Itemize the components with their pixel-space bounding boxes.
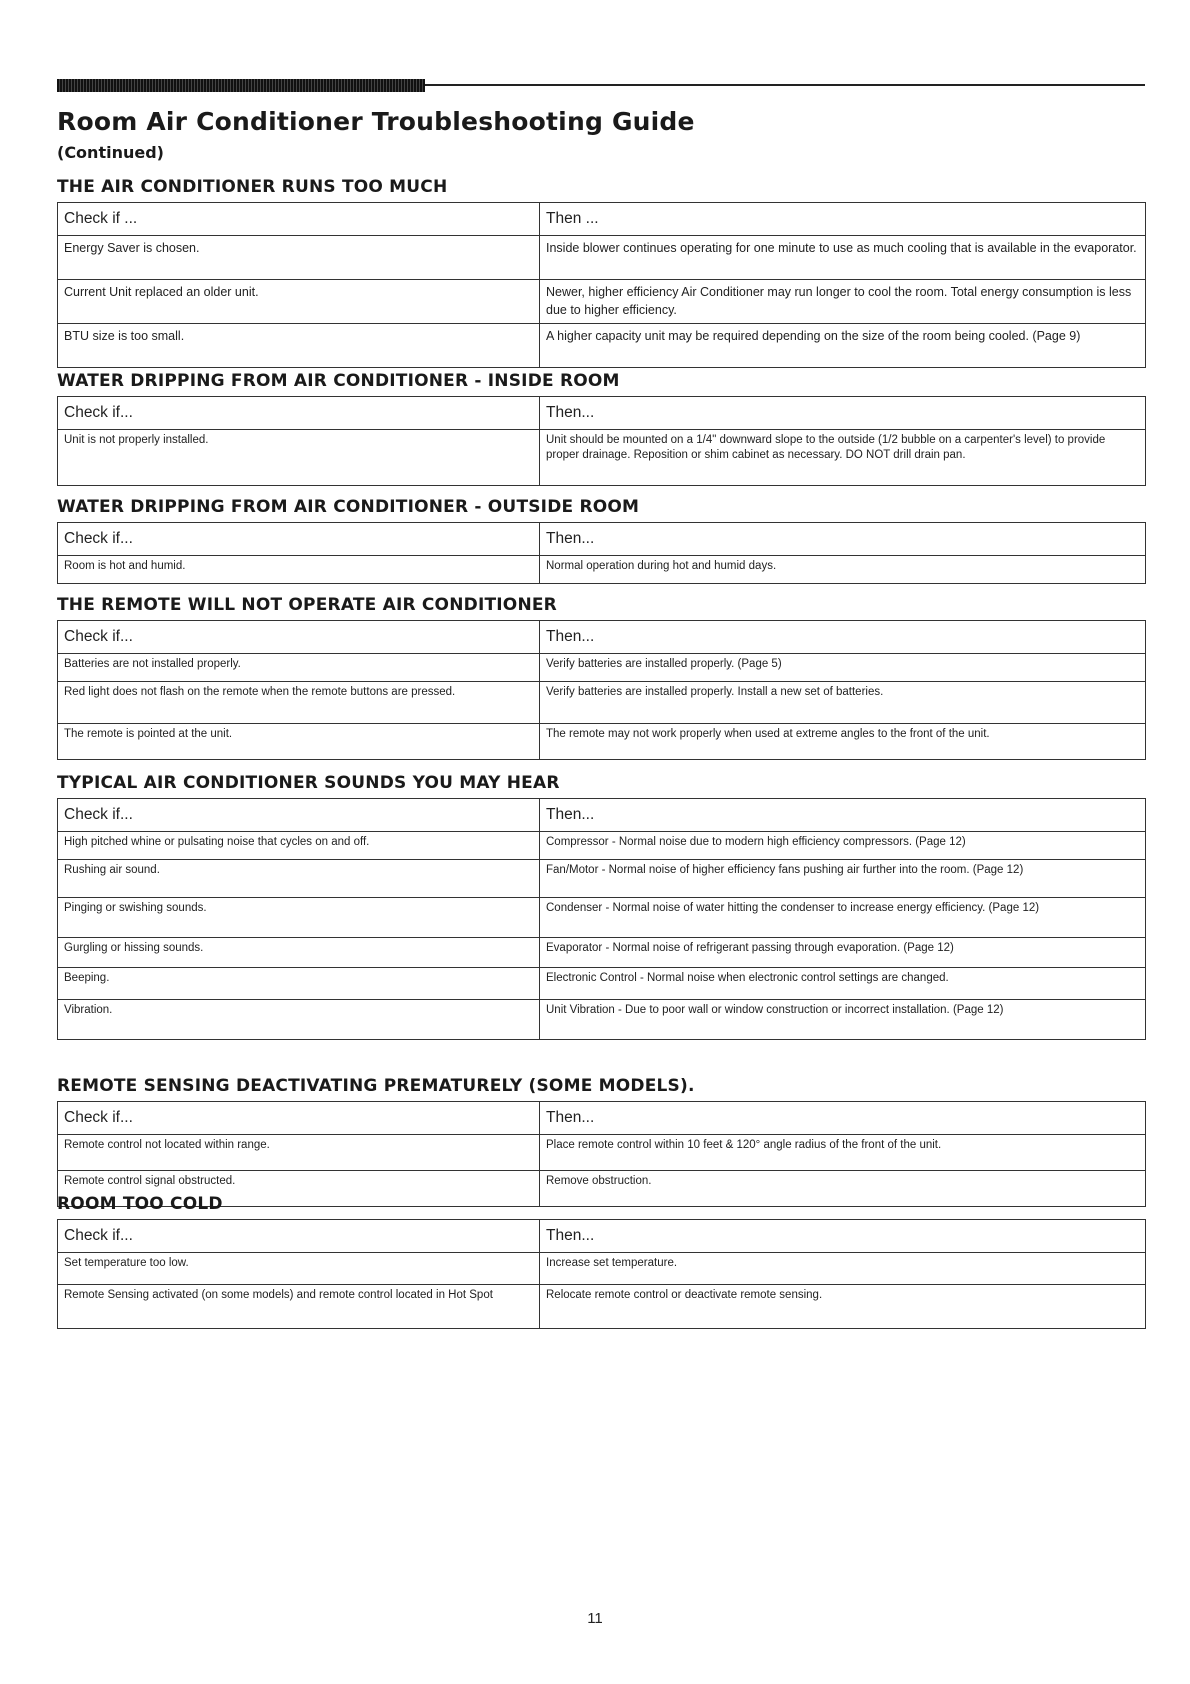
page-title: Room Air Conditioner Troubleshooting Guide xyxy=(57,107,695,136)
column-header-check: Check if ... xyxy=(58,203,540,236)
table-row xyxy=(58,832,1146,860)
column-header-check: Check if... xyxy=(58,1220,540,1253)
column-header-check: Check if... xyxy=(58,621,540,654)
check-cell: Current Unit replaced an older unit. xyxy=(58,280,540,324)
table-header-row xyxy=(58,1220,1146,1253)
header-bar xyxy=(57,79,425,92)
table-header-row xyxy=(58,203,1146,236)
check-cell: Red light does not flash on the remote when the remote buttons are pressed. xyxy=(58,682,540,724)
check-cell: Vibration. xyxy=(58,1000,540,1040)
column-header-then: Then... xyxy=(540,799,1146,832)
table-row xyxy=(58,860,1146,898)
then-cell: Place remote control within 10 feet & 120° angle radius of the front of the unit. xyxy=(540,1135,1146,1171)
troubleshooting-table xyxy=(57,396,1146,486)
then-cell: Newer, higher efficiency Air Conditioner may run longer to cool the room. Total energy consumption is less due to higher efficiency. xyxy=(540,280,1146,324)
section-water-inside xyxy=(57,370,1145,486)
column-header-then: Then... xyxy=(540,1220,1146,1253)
column-header-then: Then... xyxy=(540,397,1146,430)
page-number: 11 xyxy=(587,1610,603,1627)
column-header-then: Then ... xyxy=(540,203,1146,236)
then-cell: The remote may not work properly when used at extreme angles to the front of the unit. xyxy=(540,724,1146,760)
column-header-then: Then... xyxy=(540,1102,1146,1135)
then-cell: Compressor - Normal noise due to modern high efficiency compressors. (Page 12) xyxy=(540,832,1146,860)
check-cell: Energy Saver is chosen. xyxy=(58,236,540,280)
section-heading: TYPICAL AIR CONDITIONER SOUNDS YOU MAY HEAR xyxy=(57,773,560,793)
then-cell: Fan/Motor - Normal noise of higher efficiency fans pushing air further into the room. (Page 12) xyxy=(540,860,1146,898)
column-header-then: Then... xyxy=(540,523,1146,556)
then-cell: Evaporator - Normal noise of refrigerant passing through evaporation. (Page 12) xyxy=(540,938,1146,968)
then-cell: Remove obstruction. xyxy=(540,1171,1146,1207)
section-water-outside xyxy=(57,496,1145,584)
section-heading: THE REMOTE WILL NOT OPERATE AIR CONDITIONER xyxy=(57,595,557,615)
section-heading: ROOM TOO COLD xyxy=(57,1194,223,1214)
check-cell: High pitched whine or pulsating noise that cycles on and off. xyxy=(58,832,540,860)
column-header-check: Check if... xyxy=(58,397,540,430)
section-heading: WATER DRIPPING FROM AIR CONDITIONER - OUTSIDE ROOM xyxy=(57,497,640,517)
then-cell: Relocate remote control or deactivate remote sensing. xyxy=(540,1285,1146,1329)
then-cell: Condenser - Normal noise of water hitting the condenser to increase energy efficiency. (Page 12) xyxy=(540,898,1146,938)
troubleshooting-table xyxy=(57,1101,1146,1207)
column-header-check: Check if... xyxy=(58,523,540,556)
section-heading: REMOTE SENSING DEACTIVATING PREMATURELY (SOME MODELS). xyxy=(57,1076,695,1096)
table-row xyxy=(58,682,1146,724)
table-row xyxy=(58,236,1146,280)
troubleshooting-table xyxy=(57,202,1146,368)
table-row xyxy=(58,1285,1146,1329)
table-row xyxy=(58,324,1146,368)
table-row xyxy=(58,556,1146,584)
then-cell: A higher capacity unit may be required depending on the size of the room being cooled. (Page 9) xyxy=(540,324,1146,368)
troubleshooting-table xyxy=(57,1219,1146,1329)
table-row xyxy=(58,1000,1146,1040)
check-cell: BTU size is too small. xyxy=(58,324,540,368)
table-header-row xyxy=(58,621,1146,654)
table-row xyxy=(58,1253,1146,1285)
section-remote-sensing xyxy=(57,1075,1145,1207)
check-cell: Remote Sensing activated (on some models) and remote control located in Hot Spot xyxy=(58,1285,540,1329)
table-row xyxy=(58,1135,1146,1171)
then-cell: Unit Vibration - Due to poor wall or window construction or incorrect installation. (Page 12) xyxy=(540,1000,1146,1040)
then-cell: Unit should be mounted on a 1/4" downward slope to the outside (1/2 bubble on a carpenter's level) to provide proper drainage. Reposition or shim cabinet as necessary. DO NOT drill drain pan. xyxy=(540,430,1146,486)
table-header-row xyxy=(58,397,1146,430)
check-cell: Remote control not located within range. xyxy=(58,1135,540,1171)
check-cell: Remote control signal obstructed. xyxy=(58,1171,540,1207)
then-cell: Inside blower continues operating for one minute to use as much cooling that is available in the evaporator. xyxy=(540,236,1146,280)
section-heading: WATER DRIPPING FROM AIR CONDITIONER - INSIDE ROOM xyxy=(57,371,620,391)
then-cell: Verify batteries are installed properly. Install a new set of batteries. xyxy=(540,682,1146,724)
section-remote xyxy=(57,594,1145,760)
column-header-check: Check if... xyxy=(58,1102,540,1135)
then-cell: Increase set temperature. xyxy=(540,1253,1146,1285)
check-cell: Set temperature too low. xyxy=(58,1253,540,1285)
check-cell: Unit is not properly installed. xyxy=(58,430,540,486)
table-header-row xyxy=(58,523,1146,556)
table-header-row xyxy=(58,1102,1146,1135)
column-header-check: Check if... xyxy=(58,799,540,832)
table-row xyxy=(58,654,1146,682)
column-header-then: Then... xyxy=(540,621,1146,654)
check-cell: The remote is pointed at the unit. xyxy=(58,724,540,760)
table-row xyxy=(58,968,1146,1000)
section-sounds xyxy=(57,772,1145,1040)
table-row xyxy=(58,280,1146,324)
table-row xyxy=(58,938,1146,968)
table-row xyxy=(58,430,1146,486)
header-rule xyxy=(425,84,1145,86)
check-cell: Room is hot and humid. xyxy=(58,556,540,584)
section-runs-too-much xyxy=(57,176,1145,368)
troubleshooting-table xyxy=(57,522,1146,584)
section-room-too-cold xyxy=(57,1193,1145,1329)
table-row xyxy=(58,898,1146,938)
table-header-row xyxy=(58,799,1146,832)
table-row xyxy=(58,724,1146,760)
check-cell: Pinging or swishing sounds. xyxy=(58,898,540,938)
check-cell: Rushing air sound. xyxy=(58,860,540,898)
then-cell: Verify batteries are installed properly. (Page 5) xyxy=(540,654,1146,682)
troubleshooting-table xyxy=(57,620,1146,760)
check-cell: Gurgling or hissing sounds. xyxy=(58,938,540,968)
section-heading: THE AIR CONDITIONER RUNS TOO MUCH xyxy=(57,177,448,197)
page-subtitle: (Continued) xyxy=(57,143,164,162)
then-cell: Normal operation during hot and humid days. xyxy=(540,556,1146,584)
troubleshooting-table xyxy=(57,798,1146,1040)
then-cell: Electronic Control - Normal noise when electronic control settings are changed. xyxy=(540,968,1146,1000)
check-cell: Batteries are not installed properly. xyxy=(58,654,540,682)
check-cell: Beeping. xyxy=(58,968,540,1000)
